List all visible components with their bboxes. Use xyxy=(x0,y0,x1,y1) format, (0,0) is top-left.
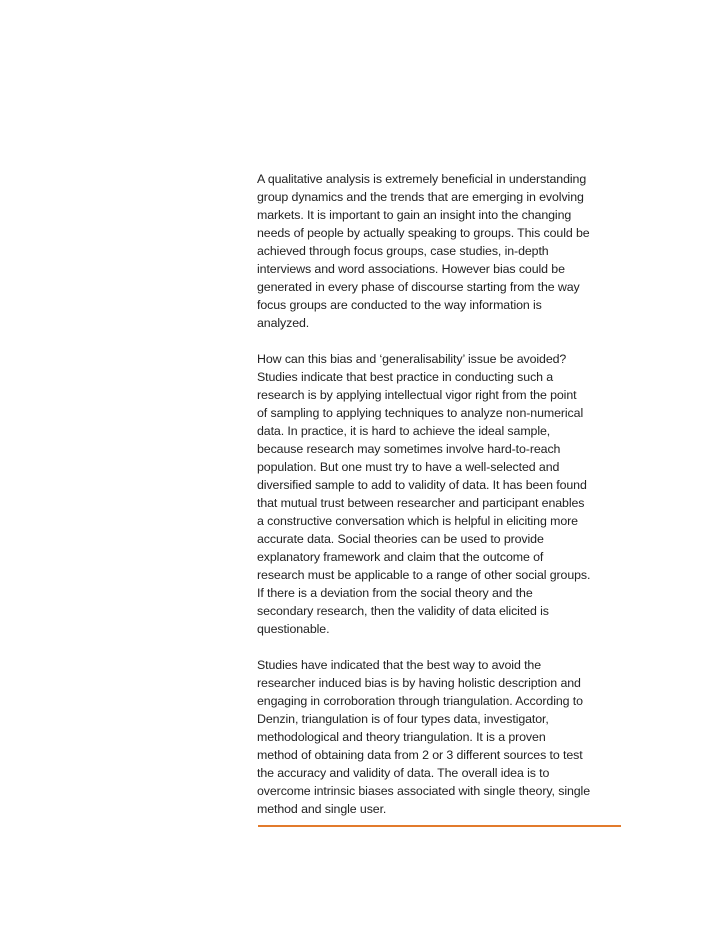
paragraph-1: A qualitative analysis is extremely beneficial in understanding group dynamics and the trends that are emerging in evolving markets. It is important to gain an insight into the changing needs of people by actually speaking to groups. This could be achieved through focus groups, case studies, in-depth interviews and word associations. However bias could be generated in every phase of discourse starting from the way focus groups are conducted to the way information is analyzed. xyxy=(257,172,590,330)
footer-divider xyxy=(258,825,621,827)
paragraph-3: Studies have indicated that the best way to avoid the researcher induced bias is by having holistic description and engaging in corroboration through triangulation. According to Denzin, triangulation is of four types data, investigator, methodological and theory triangulation. It is a proven method of obtaining data from 2 or 3 different sources to test the accuracy and validity of data. The overall idea is to overcome intrinsic biases associated with single theory, single method and single user. xyxy=(257,658,590,816)
paragraph-2: How can this bias and ‘generalisability’ issue be avoided? Studies indicate that best practice in conducting such a research is by applying intellectual vigor right from the point of sampling to applying techniques to analyze non-numerical data. In practice, it is hard to achieve the ideal sample, because research may sometimes involve hard-to-reach population. But one must try to have a well-selected and diversified sample to add to validity of data. It has been found that mutual trust between researcher and participant enables a constructive conversation which is helpful in eliciting more accurate data. Social theories can be used to provide explanatory framework and claim that the outcome of research must be applicable to a range of other social groups. If there is a deviation from the social theory and the secondary research, then the validity of data elicited is questionable. xyxy=(257,352,591,636)
body-text xyxy=(257,170,629,818)
